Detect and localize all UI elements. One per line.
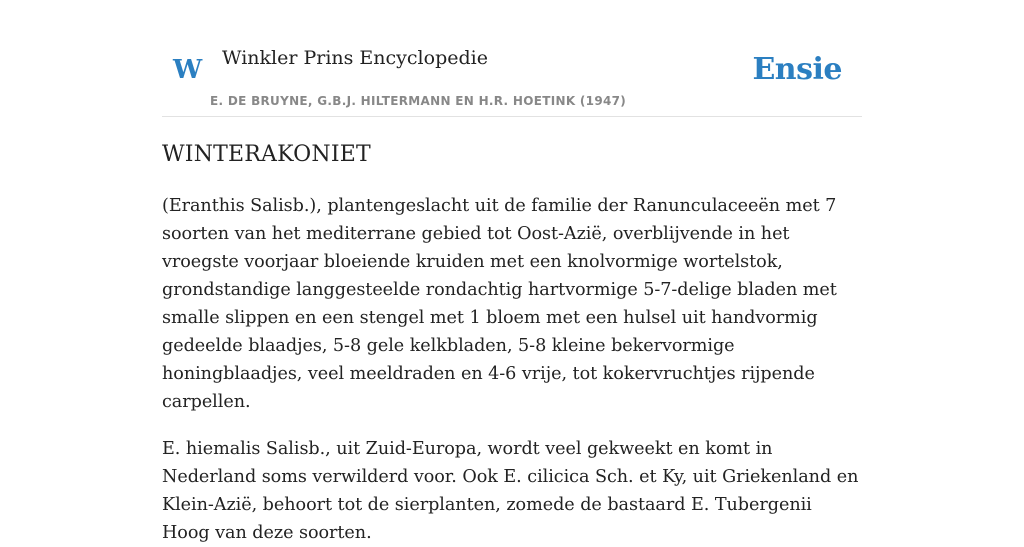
source-authors: E. DE BRUYNE, G.B.J. HILTERMANN EN H.R. HOETINK (1947) [210,94,627,108]
article-paragraph: E. hiemalis Salisb., uit Zuid-Europa, wordt veel gekweekt en komt in Nederland soms verwilderd voor. Ook E. cilicica Sch. et Ky, uit Griekenland en Klein-Azië, behoort tot de sierplanten, zomede de bastaard E. Tubergenii Hoog van deze soorten. [162,439,859,543]
article-content [162,138,864,547]
article-title: WINTERAKONIET [162,142,371,167]
source-logo[interactable]: W [173,55,203,85]
source-title-link[interactable]: Winkler Prins Encyclopedie [222,47,488,69]
article-paragraph: (Eranthis Salisb.), plantengeslacht uit de familie der Ranunculaceeën met 7 soorten van het mediterrane gebied tot Oost-Azië, overblijvende in het vroegste voorjaar bloeiende kruiden met een knolvormige wortelstok, grondstandige langgesteelde rondachtig hartvormige 5-7-delige bladen met smalle slippen en een stengel met 1 bloem met een hulsel uit handvormig gedeelde blaadjes, 5-8 gele kelkbladen, 5-8 kleine bekervormige honingblaadjes, veel meeldraden en 4-6 vrije, tot kokervruchtjes rijpende carpellen. [162,196,837,412]
source-header [162,0,862,117]
ensie-brand-logo[interactable]: Ensie [752,52,842,87]
